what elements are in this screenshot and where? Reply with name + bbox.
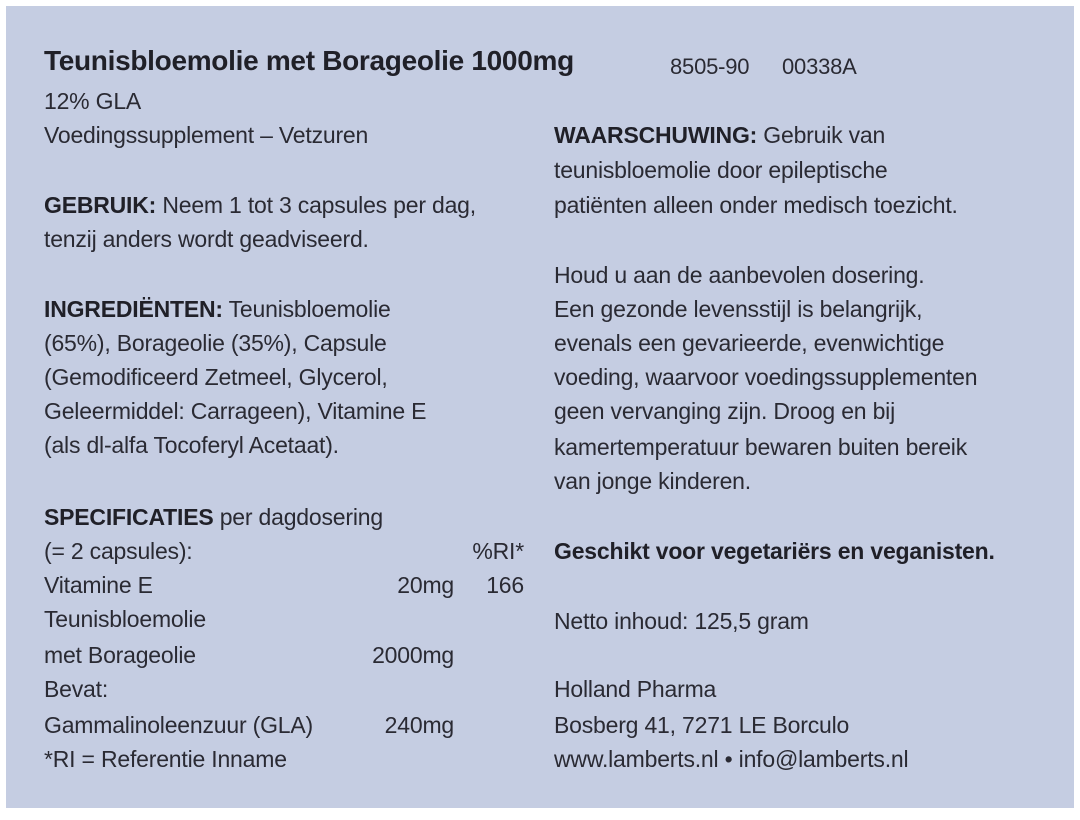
net-content: Netto inhoud: 125,5 gram [554,608,809,634]
specs-heading-line [44,502,383,532]
ingredients-line-3: (Gemodificeerd Zetmeel, Glycerol, [44,364,388,390]
ingredients-line-5: (als dl-alfa Tocoferyl Acetaat). [44,432,339,458]
advice-line-3: evenals een gevarieerde, evenwichtige [554,330,945,356]
spec-name: Bevat: [44,676,109,702]
product-category: Voedingssupplement – Vetzuren [44,122,369,148]
warning-text-1: Gebruik van [757,122,886,148]
warning-heading: WAARSCHUWING: [554,122,758,148]
usage-heading: GEBRUIK: [44,192,157,218]
spec-name: met Borageolie [44,642,196,668]
specs-dose-line: (= 2 capsules): [44,538,193,564]
warning-line-3: patiënten alleen onder medisch toezicht. [554,192,958,218]
ingredients-line-2: (65%), Borageolie (35%), Capsule [44,330,387,356]
advice-line-2: Een gezonde levensstijl is belangrijk, [554,296,923,322]
spec-amount: 20mg [397,572,454,598]
usage-line-1 [44,190,476,220]
spec-amount: 240mg [384,712,454,738]
ingredients-line-1 [44,294,391,324]
advice-line-7: van jonge kinderen. [554,468,751,494]
advice-line-6: kamertemperatuur bewaren buiten bereik [554,434,968,460]
advice-line-4: voeding, waarvoor voedingssupplementen [554,364,978,390]
company-contact: www.lamberts.nl • info@lamberts.nl [554,746,909,772]
specs-heading-suffix: per dagdosering [213,504,383,530]
ingredients-text-1: Teunisbloemolie [222,296,391,322]
ingredients-heading: INGREDIËNTEN: [44,296,223,322]
gla-percentage: 12% GLA [44,88,142,114]
spec-name: Teunisbloemolie [44,606,206,632]
spec-name: Gammalinoleenzuur (GLA) [44,712,313,738]
product-title: Teunisbloemolie met Borageolie 1000mg [44,45,574,76]
ingredients-line-4: Geleermiddel: Carrageen), Vitamine E [44,398,427,424]
product-label [6,6,1074,808]
product-code: 8505-90 [670,54,750,79]
usage-text-1: Neem 1 tot 3 capsules per dag, [156,192,476,218]
warning-line-1 [554,120,885,150]
vegan-note: Geschikt voor vegetariërs en veganisten. [554,538,995,564]
spec-amount: 2000mg [372,642,454,668]
spec-name: Vitamine E [44,572,153,598]
advice-line-5: geen vervanging zijn. Droog en bij [554,398,895,424]
specs-ri-header: %RI* [472,538,524,564]
warning-line-2: teunisbloemolie door epileptische [554,157,888,183]
specs-heading: SPECIFICATIES [44,504,214,530]
company-name: Holland Pharma [554,676,717,702]
specs-footnote: *RI = Referentie Inname [44,746,287,772]
company-address: Bosberg 41, 7271 LE Borculo [554,712,850,738]
spec-ri: 166 [486,572,524,598]
usage-line-2: tenzij anders wordt geadviseerd. [44,226,369,252]
advice-line-1: Houd u aan de aanbevolen dosering. [554,262,925,288]
batch-code: 00338A [782,54,857,79]
